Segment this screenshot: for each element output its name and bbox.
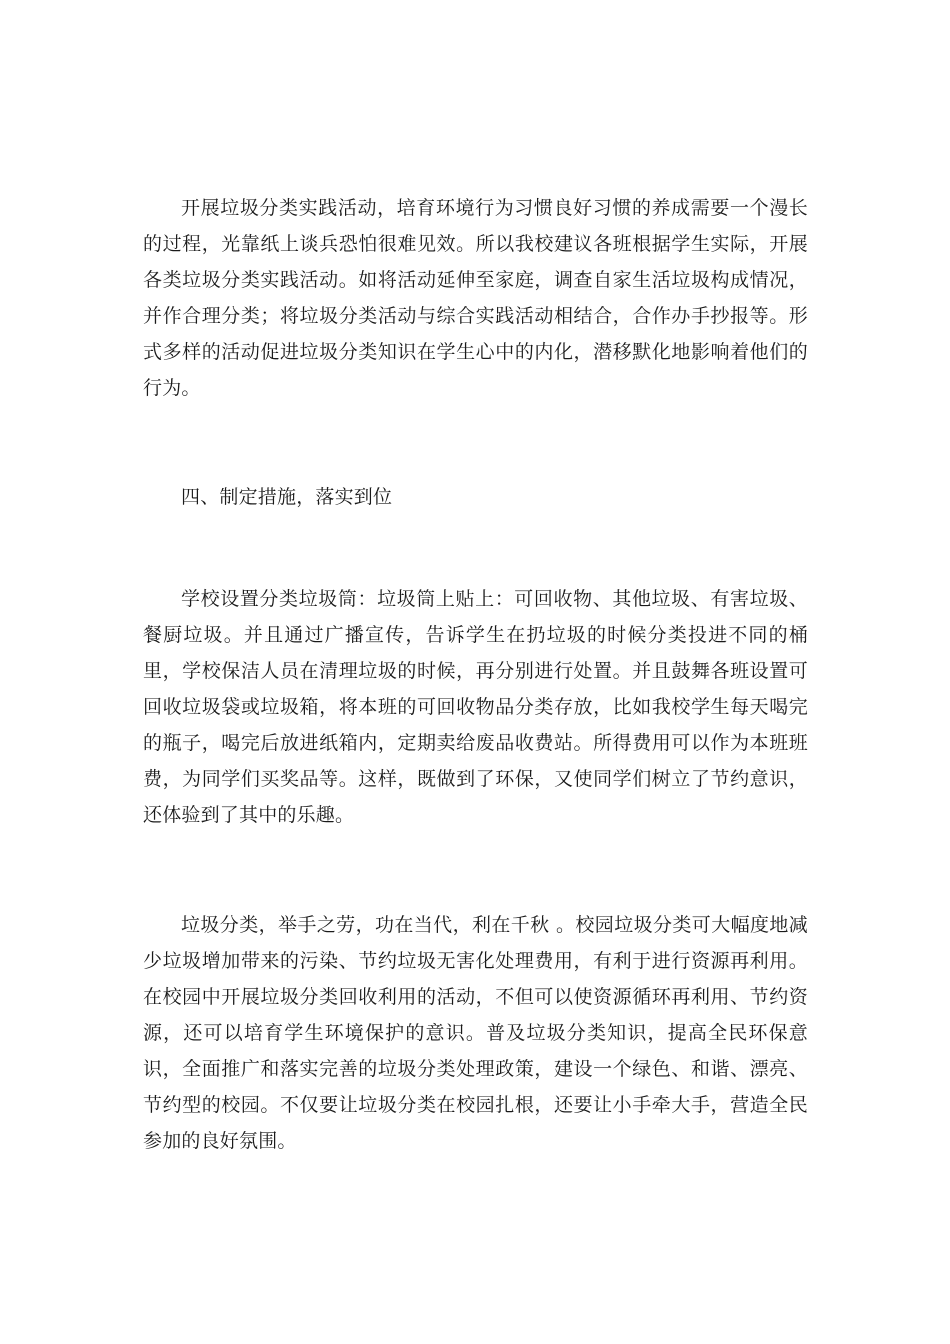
paragraph-practice-activities: 开展垃圾分类实践活动，培育环境行为习惯良好习惯的养成需要一个漫长的过程，光靠纸上谈兵恐怕很难见效。所以我校建议各班根据学生实际，开展各类垃圾分类实践活动。如将活动延伸至家庭，调查自家生活垃圾构成情况，并作合理分类；将垃圾分类活动与综合实践活动相结合，合作办手抄报等。形式多样的活动促进垃圾分类知识在学生心中的内化，潜移默化地影响着他们的行为。 [143,197,808,399]
paragraph-conclusion: 垃圾分类，举手之劳，功在当代，利在千秋 。校园垃圾分类可大幅度地减少垃圾增加带来的污染、节约垃圾无害化处理费用，有利于进行资源再利用。在校园中开展垃圾分类回收利用的活动，不但可以使资源循环再利用、节约资源，还可以培育学生环境保护的意识。普及垃圾分类知识，提高全民环保意识，全面推广和落实完善的垃圾分类处理政策，建设一个绿色、和谐、漂亮、节约型的校园。不仅要让垃圾分类在校园扎根，还要让小手牵大手，营造全民参加的良好氛围。 [143,914,808,1152]
paragraph-sorting-bins: 学校设置分类垃圾筒：垃圾筒上贴上：可回收物、其他垃圾、有害垃圾、餐厨垃圾。并且通过广播宣传，告诉学生在扔垃圾的时候分类投进不同的桶里，学校保洁人员在清理垃圾的时候，再分别进行处置。并且鼓舞各班设置可回收垃圾袋或垃圾箱，将本班的可回收物品分类存放，比如我校学生每天喝完的瓶子，喝完后放进纸箱内，定期卖给废品收费站。所得费用可以作为本班班费，为同学们买奖品等。这样，既做到了环保，又使同学们树立了节约意识，还体验到了其中的乐趣。 [143,588,808,826]
section-heading-measures: 四、制定措施，落实到位 [181,486,393,508]
